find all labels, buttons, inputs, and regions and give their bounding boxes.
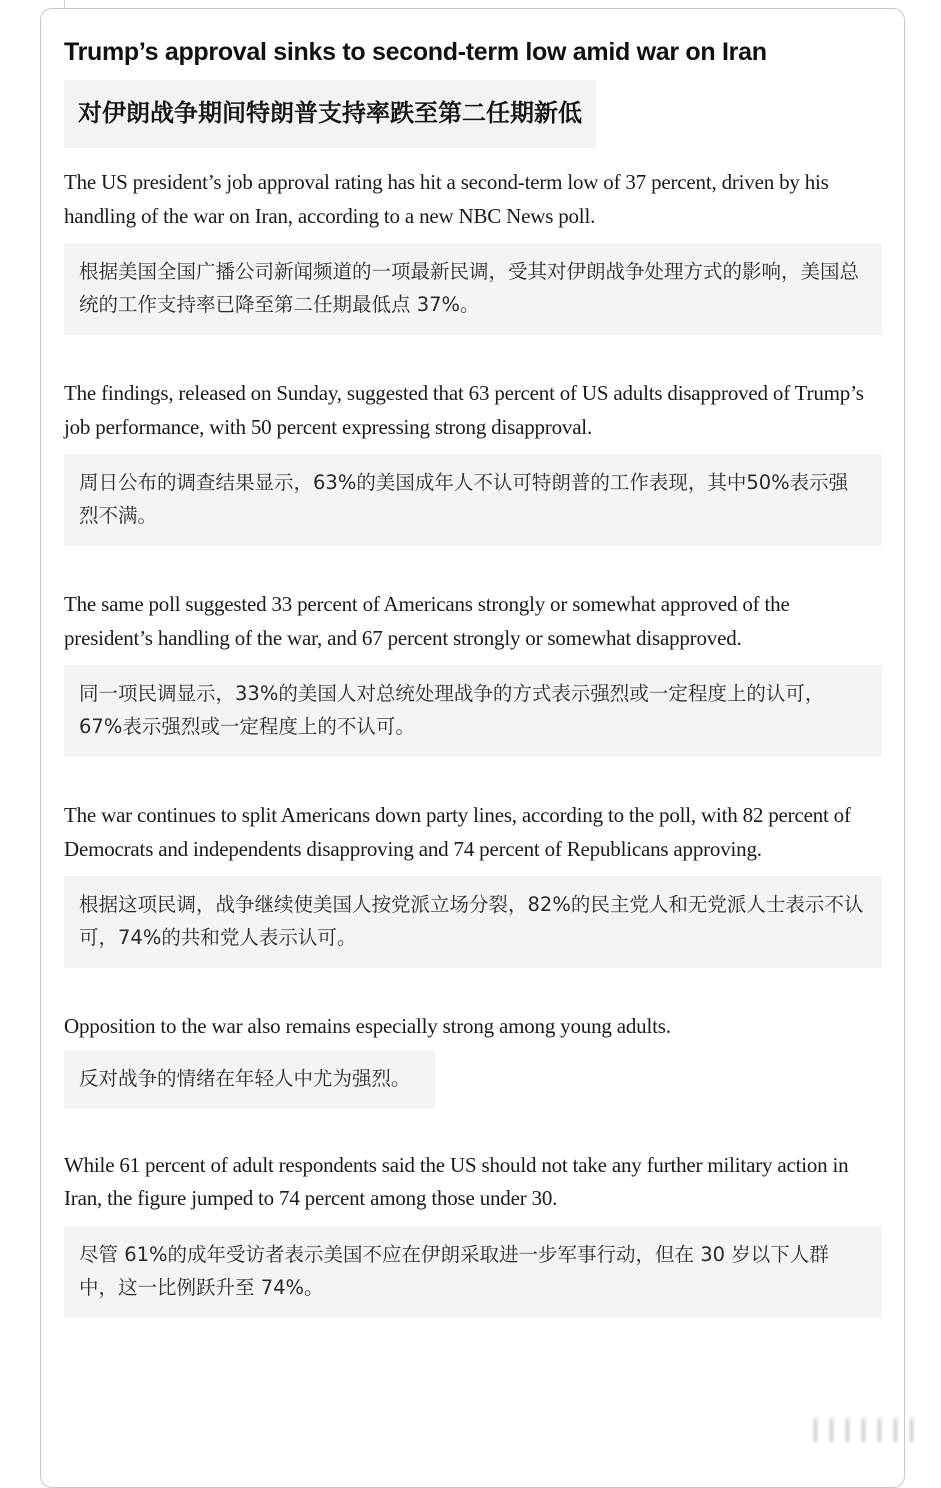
article-headline: Trump’s approval sinks to second-term low amid war on Iran	[64, 38, 767, 66]
paragraph-english: While 61 percent of adult respondents said the US should not take any further military action in Iran, the figure jumped to 74 percent among those under 30.	[64, 1152, 849, 1210]
blurred-watermark	[808, 1418, 923, 1442]
paragraph-block-6	[64, 1149, 882, 1318]
article-headline-translation: 对伊朗战争期间特朗普支持率跌至第二任期新低	[64, 80, 596, 148]
paragraph-block-1	[64, 166, 882, 335]
paragraph-english: The US president’s job approval rating has hit a second-term low of 37 percent, driven by his handling of the war on Iran, according to a new NBC News poll.	[64, 170, 829, 228]
paragraph-translation: 根据美国全国广播公司新闻频道的一项最新民调，受其对伊朗战争处理方式的影响，美国总统的工作支持率已降至第二任期最低点 37%。	[64, 243, 882, 335]
paragraph-english: The war continues to split Americans down party lines, according to the poll, with 82 percent of Democrats and independents disapproving and 74 percent of Republicans approving.	[64, 803, 851, 861]
paragraph-block-5	[64, 1010, 882, 1109]
paragraph-english: The same poll suggested 33 percent of Americans strongly or somewhat approved of the president’s handling of the war, and 67 percent strongly or somewhat disapproved.	[64, 592, 790, 650]
paragraph-block-3	[64, 588, 882, 757]
paragraph-translation: 反对战争的情绪在年轻人中尤为强烈。	[64, 1050, 435, 1109]
paragraph-translation: 尽管 61%的成年受访者表示美国不应在伊朗采取进一步军事行动，但在 30 岁以下人群中，这一比例跃升至 74%。	[64, 1226, 882, 1318]
paragraph-block-4	[64, 799, 882, 968]
top-divider-line	[64, 0, 65, 8]
paragraph-translation: 同一项民调显示，33%的美国人对总统处理战争的方式表示强烈或一定程度上的认可，67%表示强烈或一定程度上的不认可。	[64, 665, 882, 757]
paragraph-translation: 根据这项民调，战争继续使美国人按党派立场分裂，82%的民主党人和无党派人士表示不认可，74%的共和党人表示认可。	[64, 876, 882, 968]
article-content	[64, 34, 882, 1360]
paragraph-block-2	[64, 377, 882, 546]
paragraph-translation: 周日公布的调查结果显示，63%的美国成年人不认可特朗普的工作表现，其中50%表示强烈不满。	[64, 454, 882, 546]
paragraph-english: The findings, released on Sunday, suggested that 63 percent of US adults disapproved of Trump’s job performance, with 50 percent expressing strong disapproval.	[64, 381, 864, 439]
paragraph-english: Opposition to the war also remains especially strong among young adults.	[64, 1014, 671, 1038]
